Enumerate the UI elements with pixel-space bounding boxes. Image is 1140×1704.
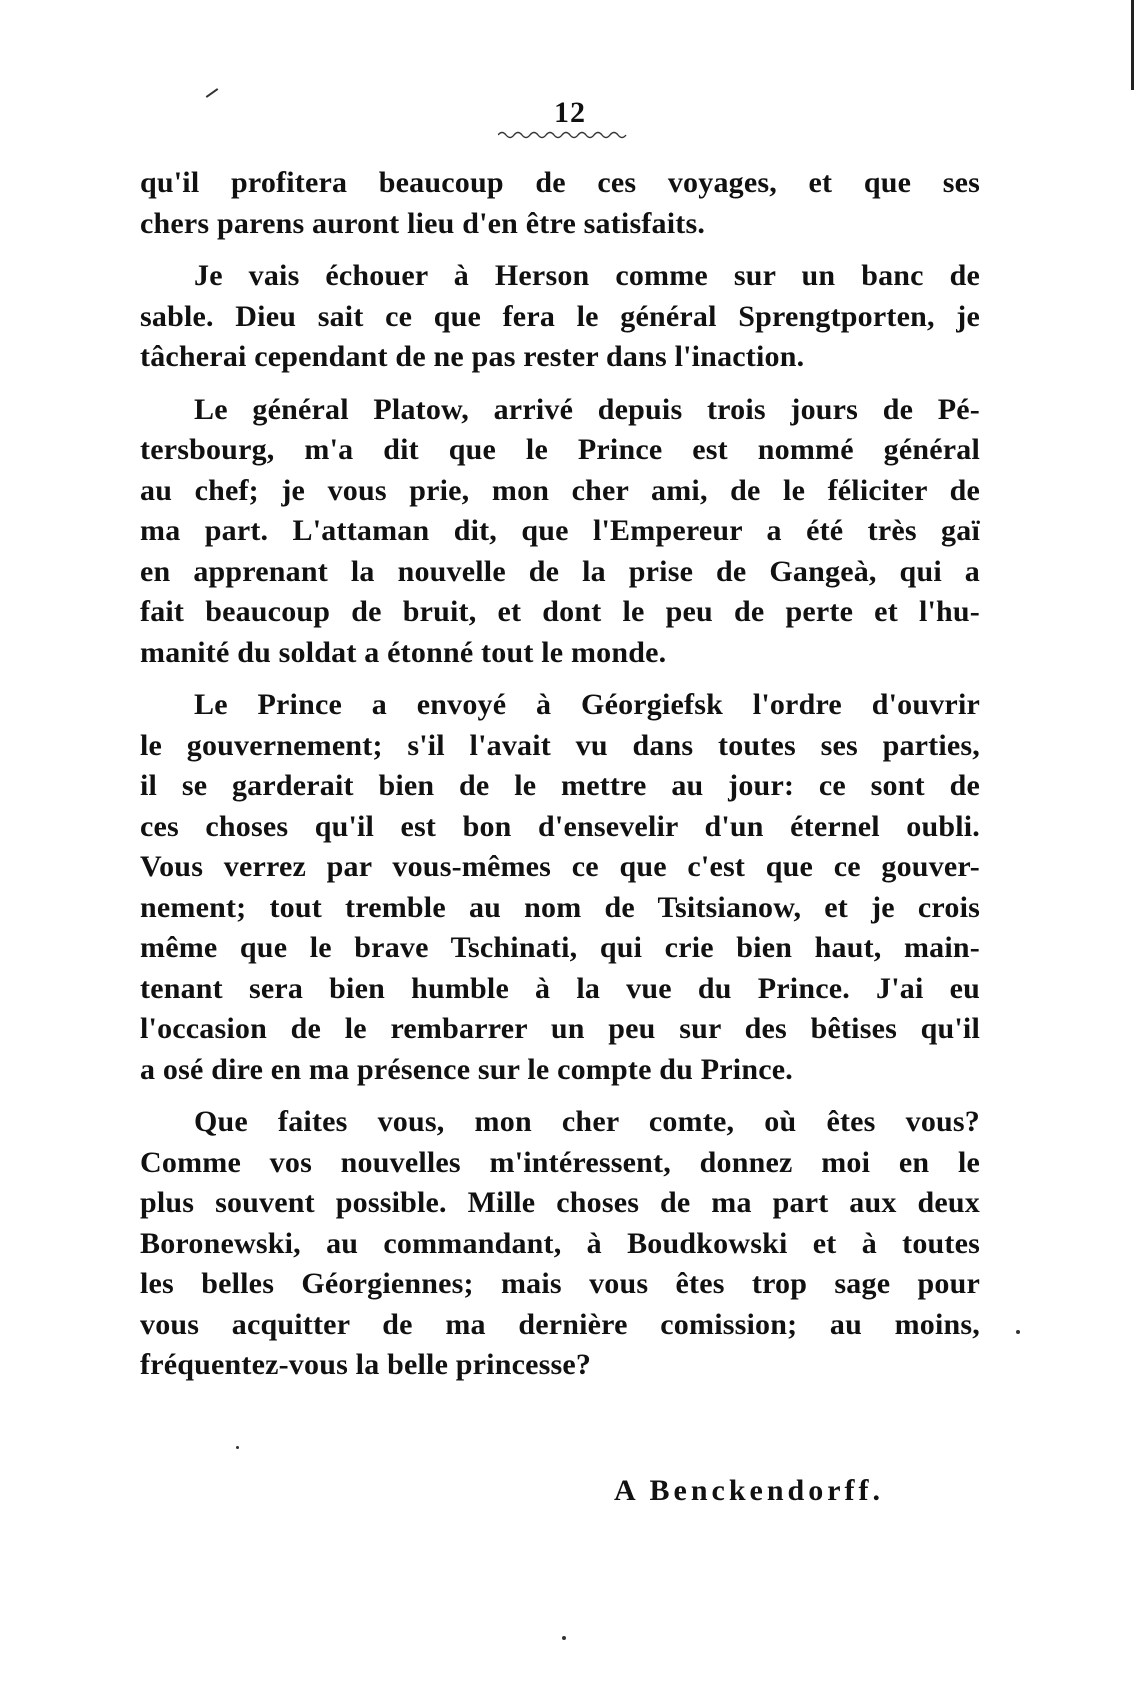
text-line: Le général Platow, arrivé depuis trois jours de Pé-	[194, 392, 980, 426]
paragraph-5	[140, 1102, 980, 1386]
text-line: tersbourg, m'a dit que le Prince est nommé général	[140, 433, 980, 466]
text-line: fréquentez-vous la belle princesse?	[140, 1348, 592, 1381]
signature: A Benckendorff.	[614, 1474, 884, 1507]
speck-mark	[236, 1446, 239, 1449]
text-line: vous acquitter de ma dernière comission; au moins,	[140, 1307, 980, 1341]
text-line: Le Prince a envoyé à Géorgiefsk l'ordre d'ouvrir	[194, 688, 980, 721]
text-line: le gouvernement; s'il l'avait vu dans toutes ses parties,	[140, 728, 980, 762]
text-line: plus souvent possible. Mille choses de ma part aux deux	[140, 1186, 980, 1219]
wavy-rule-ornament	[498, 130, 628, 140]
text-line: Boronewski, au commandant, à Boudkowski et à toutes	[140, 1226, 980, 1260]
text-line: fait beaucoup de bruit, et dont le peu de perte et l'hu-	[140, 595, 980, 628]
paragraph-3	[140, 390, 980, 674]
page-number: 12	[554, 96, 586, 129]
paragraph-2	[140, 256, 980, 378]
speck-mark	[1016, 1330, 1020, 1334]
text-line: en apprenant la nouvelle de la prise de Gangeà, qui a	[140, 554, 980, 588]
text-line: Que faites vous, mon cher comte, où êtes vous?	[194, 1105, 980, 1138]
text-line: manité du soldat a étonné tout le monde.	[140, 635, 667, 669]
text-line: ces choses qu'il est bon d'ensevelir d'un éternel oubli.	[140, 809, 980, 843]
text-line: qu'il profitera beaucoup de ces voyages, et que ses	[140, 166, 980, 199]
text-line: les belles Géorgiennes; mais vous êtes trop sage pour	[140, 1267, 980, 1300]
text-line: au chef; je vous prie, mon cher ami, de le féliciter de	[140, 473, 980, 507]
paragraph-4	[140, 685, 980, 1090]
text-line: a osé dire en ma présence sur le compte du Prince.	[140, 1052, 793, 1086]
text-line: chers parens auront lieu d'en être satisfaits.	[140, 206, 706, 240]
text-line: ma part. L'attaman dit, que l'Empereur a été très gaï	[140, 514, 980, 547]
text-line: Comme vos nouvelles m'intéressent, donnez moi en le	[140, 1145, 980, 1179]
text-line: il se garderait bien de le mettre au jour: ce sont de	[140, 769, 980, 802]
text-line: Vous verrez par vous-mêmes ce que c'est que ce gouver-	[140, 850, 980, 883]
paragraph-1	[140, 163, 980, 244]
text-line: sable. Dieu sait ce que fera le général Sprengtporten, je	[140, 299, 980, 333]
text-line: tâcherai cependant de ne pas rester dans l'inaction.	[140, 340, 805, 373]
letter-body	[140, 163, 980, 1386]
text-line: même que le brave Tschinati, qui crie bien haut, main-	[140, 931, 980, 964]
text-line: Je vais échouer à Herson comme sur un banc de	[194, 259, 980, 292]
text-line: nement; tout tremble au nom de Tsitsianow, et je crois	[140, 890, 980, 924]
page-edge-mark	[1131, 0, 1134, 90]
text-line: l'occasion de le rembarrer un peu sur des bêtises qu'il	[140, 1012, 980, 1045]
text-line: tenant sera bien humble à la vue du Prince. J'ai eu	[140, 971, 980, 1005]
speck-mark	[562, 1636, 566, 1640]
